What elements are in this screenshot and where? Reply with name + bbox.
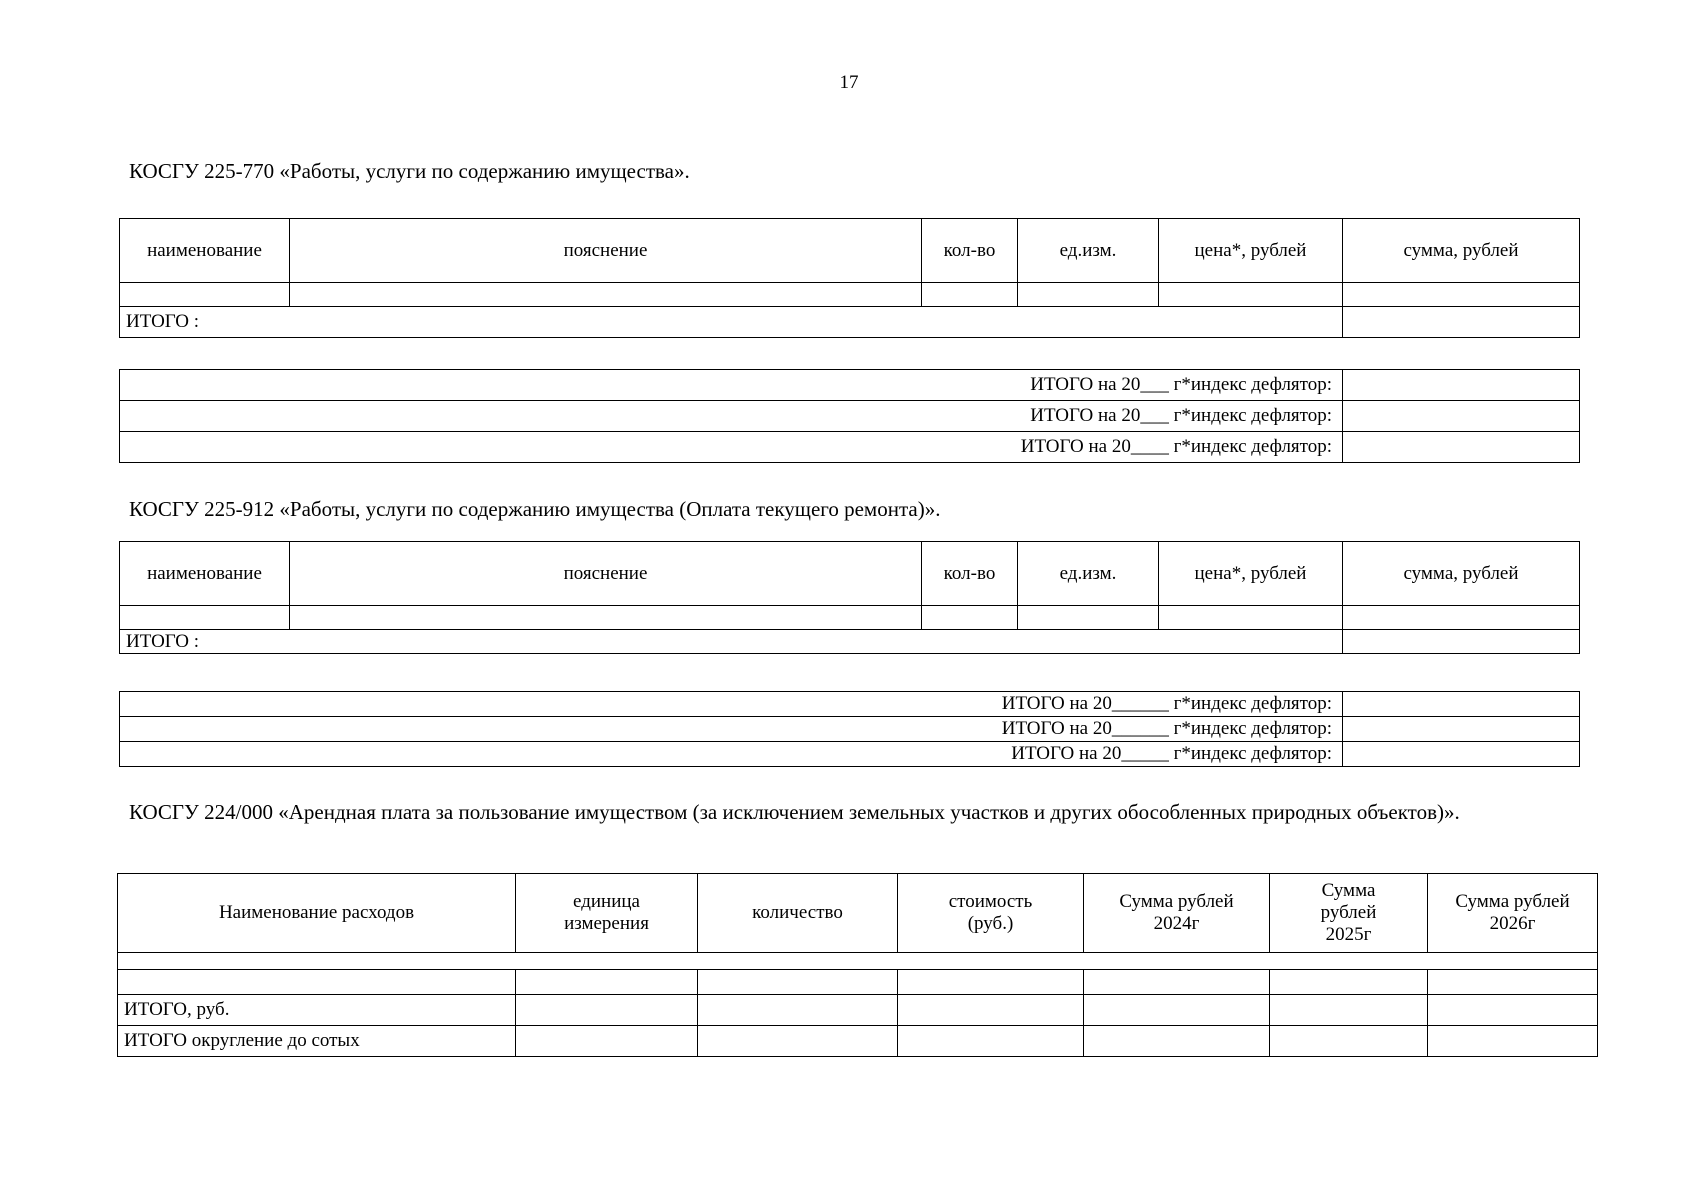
table-cell xyxy=(1428,970,1598,995)
section-2-table xyxy=(119,541,1580,654)
table-cell xyxy=(120,606,290,630)
index-row xyxy=(120,401,1580,432)
table-cell xyxy=(1084,1026,1270,1057)
table-cell xyxy=(1018,606,1159,630)
total-label: ИТОГО : xyxy=(120,630,1343,654)
table-cell xyxy=(1343,283,1580,307)
table-cell xyxy=(290,606,922,630)
header-cell: Наименование расходов xyxy=(118,874,516,953)
section-3-table xyxy=(117,873,1598,1057)
table-cell xyxy=(1018,283,1159,307)
index-label: ИТОГО на 20___ г*индекс дефлятор: xyxy=(120,370,1343,401)
total-round-label: ИТОГО округление до сотых xyxy=(118,1026,516,1057)
header-cell: цена*, рублей xyxy=(1159,542,1343,606)
index-value-cell xyxy=(1343,742,1580,767)
header-cell: наименование xyxy=(120,542,290,606)
total-row xyxy=(120,630,1580,654)
header-cell: Сумма рублей 2024г xyxy=(1084,874,1270,953)
table-cell xyxy=(698,1026,898,1057)
section-1-table xyxy=(119,218,1580,338)
table-cell xyxy=(1270,995,1428,1026)
table-header-row xyxy=(120,542,1580,606)
index-row xyxy=(120,717,1580,742)
table-cell xyxy=(1343,606,1580,630)
index-row xyxy=(120,432,1580,463)
table-cell xyxy=(1159,606,1343,630)
header-cell: ед.изм. xyxy=(1018,542,1159,606)
table-cell xyxy=(1270,970,1428,995)
table-header-row xyxy=(118,874,1598,953)
index-row xyxy=(120,370,1580,401)
section-2-index-table xyxy=(119,691,1580,767)
header-cell: Сумма рублей 2026г xyxy=(1428,874,1598,953)
header-cell: единица измерения xyxy=(516,874,698,953)
index-label: ИТОГО на 20______ г*индекс дефлятор: xyxy=(120,692,1343,717)
table-cell xyxy=(1428,995,1598,1026)
header-cell: пояснение xyxy=(290,219,922,283)
table-cell xyxy=(118,970,516,995)
index-row xyxy=(120,692,1580,717)
index-value-cell xyxy=(1343,432,1580,463)
header-cell: стоимость (руб.) xyxy=(898,874,1084,953)
index-value-cell xyxy=(1343,401,1580,432)
table-cell xyxy=(698,970,898,995)
total-round-row xyxy=(118,1026,1598,1057)
index-label: ИТОГО на 20______ г*индекс дефлятор: xyxy=(120,717,1343,742)
total-row xyxy=(120,307,1580,338)
header-cell: кол-во xyxy=(922,219,1018,283)
table-cell xyxy=(120,283,290,307)
table-row xyxy=(120,283,1580,307)
page-number: 17 xyxy=(839,72,859,93)
table-cell xyxy=(922,283,1018,307)
header-cell: цена*, рублей xyxy=(1159,219,1343,283)
table-cell xyxy=(1428,1026,1598,1057)
index-value-cell xyxy=(1343,692,1580,717)
table-row xyxy=(118,970,1598,995)
header-cell: количество xyxy=(698,874,898,953)
index-label: ИТОГО на 20___ г*индекс дефлятор: xyxy=(120,401,1343,432)
total-value-cell xyxy=(1343,307,1580,338)
table-cell xyxy=(1159,283,1343,307)
table-cell xyxy=(898,995,1084,1026)
header-cell: Сумма рублей 2025г xyxy=(1270,874,1428,953)
table-cell xyxy=(290,283,922,307)
total-value-cell xyxy=(1343,630,1580,654)
table-cell xyxy=(516,995,698,1026)
table-cell xyxy=(1270,1026,1428,1057)
table-cell xyxy=(118,953,1598,970)
section-1-index-table xyxy=(119,369,1580,463)
index-label: ИТОГО на 20____ г*индекс дефлятор: xyxy=(120,432,1343,463)
section-1-title: КОСГУ 225-770 «Работы, услуги по содержанию имущества». xyxy=(129,159,690,183)
table-cell xyxy=(516,1026,698,1057)
index-row xyxy=(120,742,1580,767)
total-row xyxy=(118,995,1598,1026)
header-cell: кол-во xyxy=(922,542,1018,606)
table-cell xyxy=(922,606,1018,630)
header-cell: сумма, рублей xyxy=(1343,542,1580,606)
table-cell xyxy=(1084,995,1270,1026)
header-cell: сумма, рублей xyxy=(1343,219,1580,283)
header-cell: наименование xyxy=(120,219,290,283)
section-3-title: КОСГУ 224/000 «Арендная плата за пользование имуществом (за исключением земельных участков и других обособленных природных объектов)». xyxy=(129,800,1460,824)
table-cell xyxy=(1084,970,1270,995)
index-label: ИТОГО на 20_____ г*индекс дефлятор: xyxy=(120,742,1343,767)
index-value-cell xyxy=(1343,717,1580,742)
table-cell xyxy=(516,970,698,995)
table-cell xyxy=(898,1026,1084,1057)
header-cell: пояснение xyxy=(290,542,922,606)
table-cell xyxy=(698,995,898,1026)
index-value-cell xyxy=(1343,370,1580,401)
table-row xyxy=(120,606,1580,630)
total-rub-label: ИТОГО, руб. xyxy=(118,995,516,1026)
section-2-title: КОСГУ 225-912 «Работы, услуги по содержанию имущества (Оплата текущего ремонта)». xyxy=(129,497,941,521)
table-row xyxy=(118,953,1598,970)
header-cell: ед.изм. xyxy=(1018,219,1159,283)
table-cell xyxy=(898,970,1084,995)
table-header-row xyxy=(120,219,1580,283)
total-label: ИТОГО : xyxy=(120,307,1343,338)
